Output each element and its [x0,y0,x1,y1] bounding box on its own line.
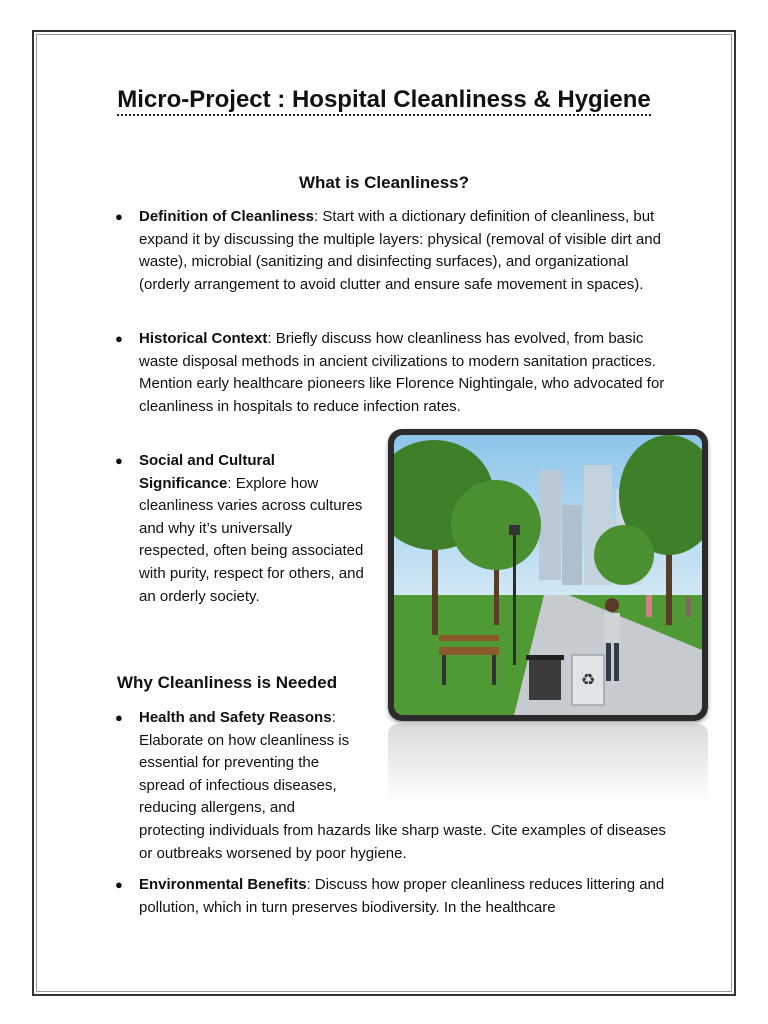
section-heading-why-cleanliness: Why Cleanliness is Needed [117,673,338,692]
trash-can-rim [526,655,564,660]
person-head [605,598,619,612]
bullet-text: : Start with a dictionary definition of cleanliness, but expand it by discussing the multiple layers: physical (removal of visible dirt and waste), microbial (sanitizing and disinfecting surfaces), and organizational (orderly arrangement to avoid clutter and ensure safe movement in spaces). [139,208,661,293]
person-leg [606,643,611,681]
bullet-dot-icon: ● [115,331,123,346]
bullet-dot-icon: ● [115,209,123,224]
bullet-text: : Briefly discuss how cleanliness has evolved, from basic waste disposal methods in ancient civilizations to modern sanitation practices. Mention early healthcare pioneers like Florence Nightingale, who advocated for cleanliness in hospitals to reduce infection rates. [139,330,665,415]
bullet-dot-icon: ● [115,710,123,725]
walker [646,595,652,617]
bullet-text: : Explore how cleanliness varies across cultures and why it’s universally respected, often being associated with purity, respect for others, and an orderly society. [139,474,364,605]
bullet-term: Health and Safety Reasons [139,709,332,726]
illustration-reflection [388,724,708,804]
tree-foliage [594,525,654,585]
walker [686,597,691,617]
bullet-dot-icon: ● [115,877,123,892]
bench-back [439,635,499,641]
bullet-definition [115,206,679,296]
lamp-head [509,525,520,535]
bullet-social-cultural [115,450,364,608]
bench-seat [439,647,499,655]
bullet-environmental-benefits [115,874,684,919]
building [562,505,582,585]
bullet-term: Environmental Benefits [139,876,307,893]
park-cleanup-illustration [388,429,708,721]
building [539,470,561,580]
bullet-term: Social and Cultural Significance [139,452,275,492]
tree-foliage [451,480,541,570]
bullet-text: : Elaborate on how cleanliness is essential for preventing the spread of infectious diseases, reducing allergens, and [139,709,350,817]
bullet-term: Definition of Cleanliness [139,208,315,225]
section-heading-what-is-cleanliness: What is Cleanliness? [298,173,470,192]
park-scene-svg [394,435,702,715]
bullet-text: : Discuss how proper cleanliness reduces littering and pollution, which in turn preserves biodiversity. In the healthcare [139,876,665,916]
bullet-term: Historical Context [139,330,268,347]
person-body [604,613,620,643]
bullet-health-safety-continued: protecting individuals from hazards like sharp waste. Cite examples of diseases or outbreaks worsened by poor hygiene. [139,822,666,862]
trash-can [529,658,561,700]
bullet-dot-icon: ● [115,453,123,468]
bullet-health-safety [115,707,369,820]
lamp-post [513,530,516,665]
recycle-symbol-icon: ♻ [580,672,596,689]
bench-leg [492,655,496,685]
document-title: Micro-Project : Hospital Cleanliness & Hygiene [0,86,768,114]
bullet-historical-context [115,328,679,418]
bench-leg [442,655,446,685]
person-leg [614,643,619,681]
